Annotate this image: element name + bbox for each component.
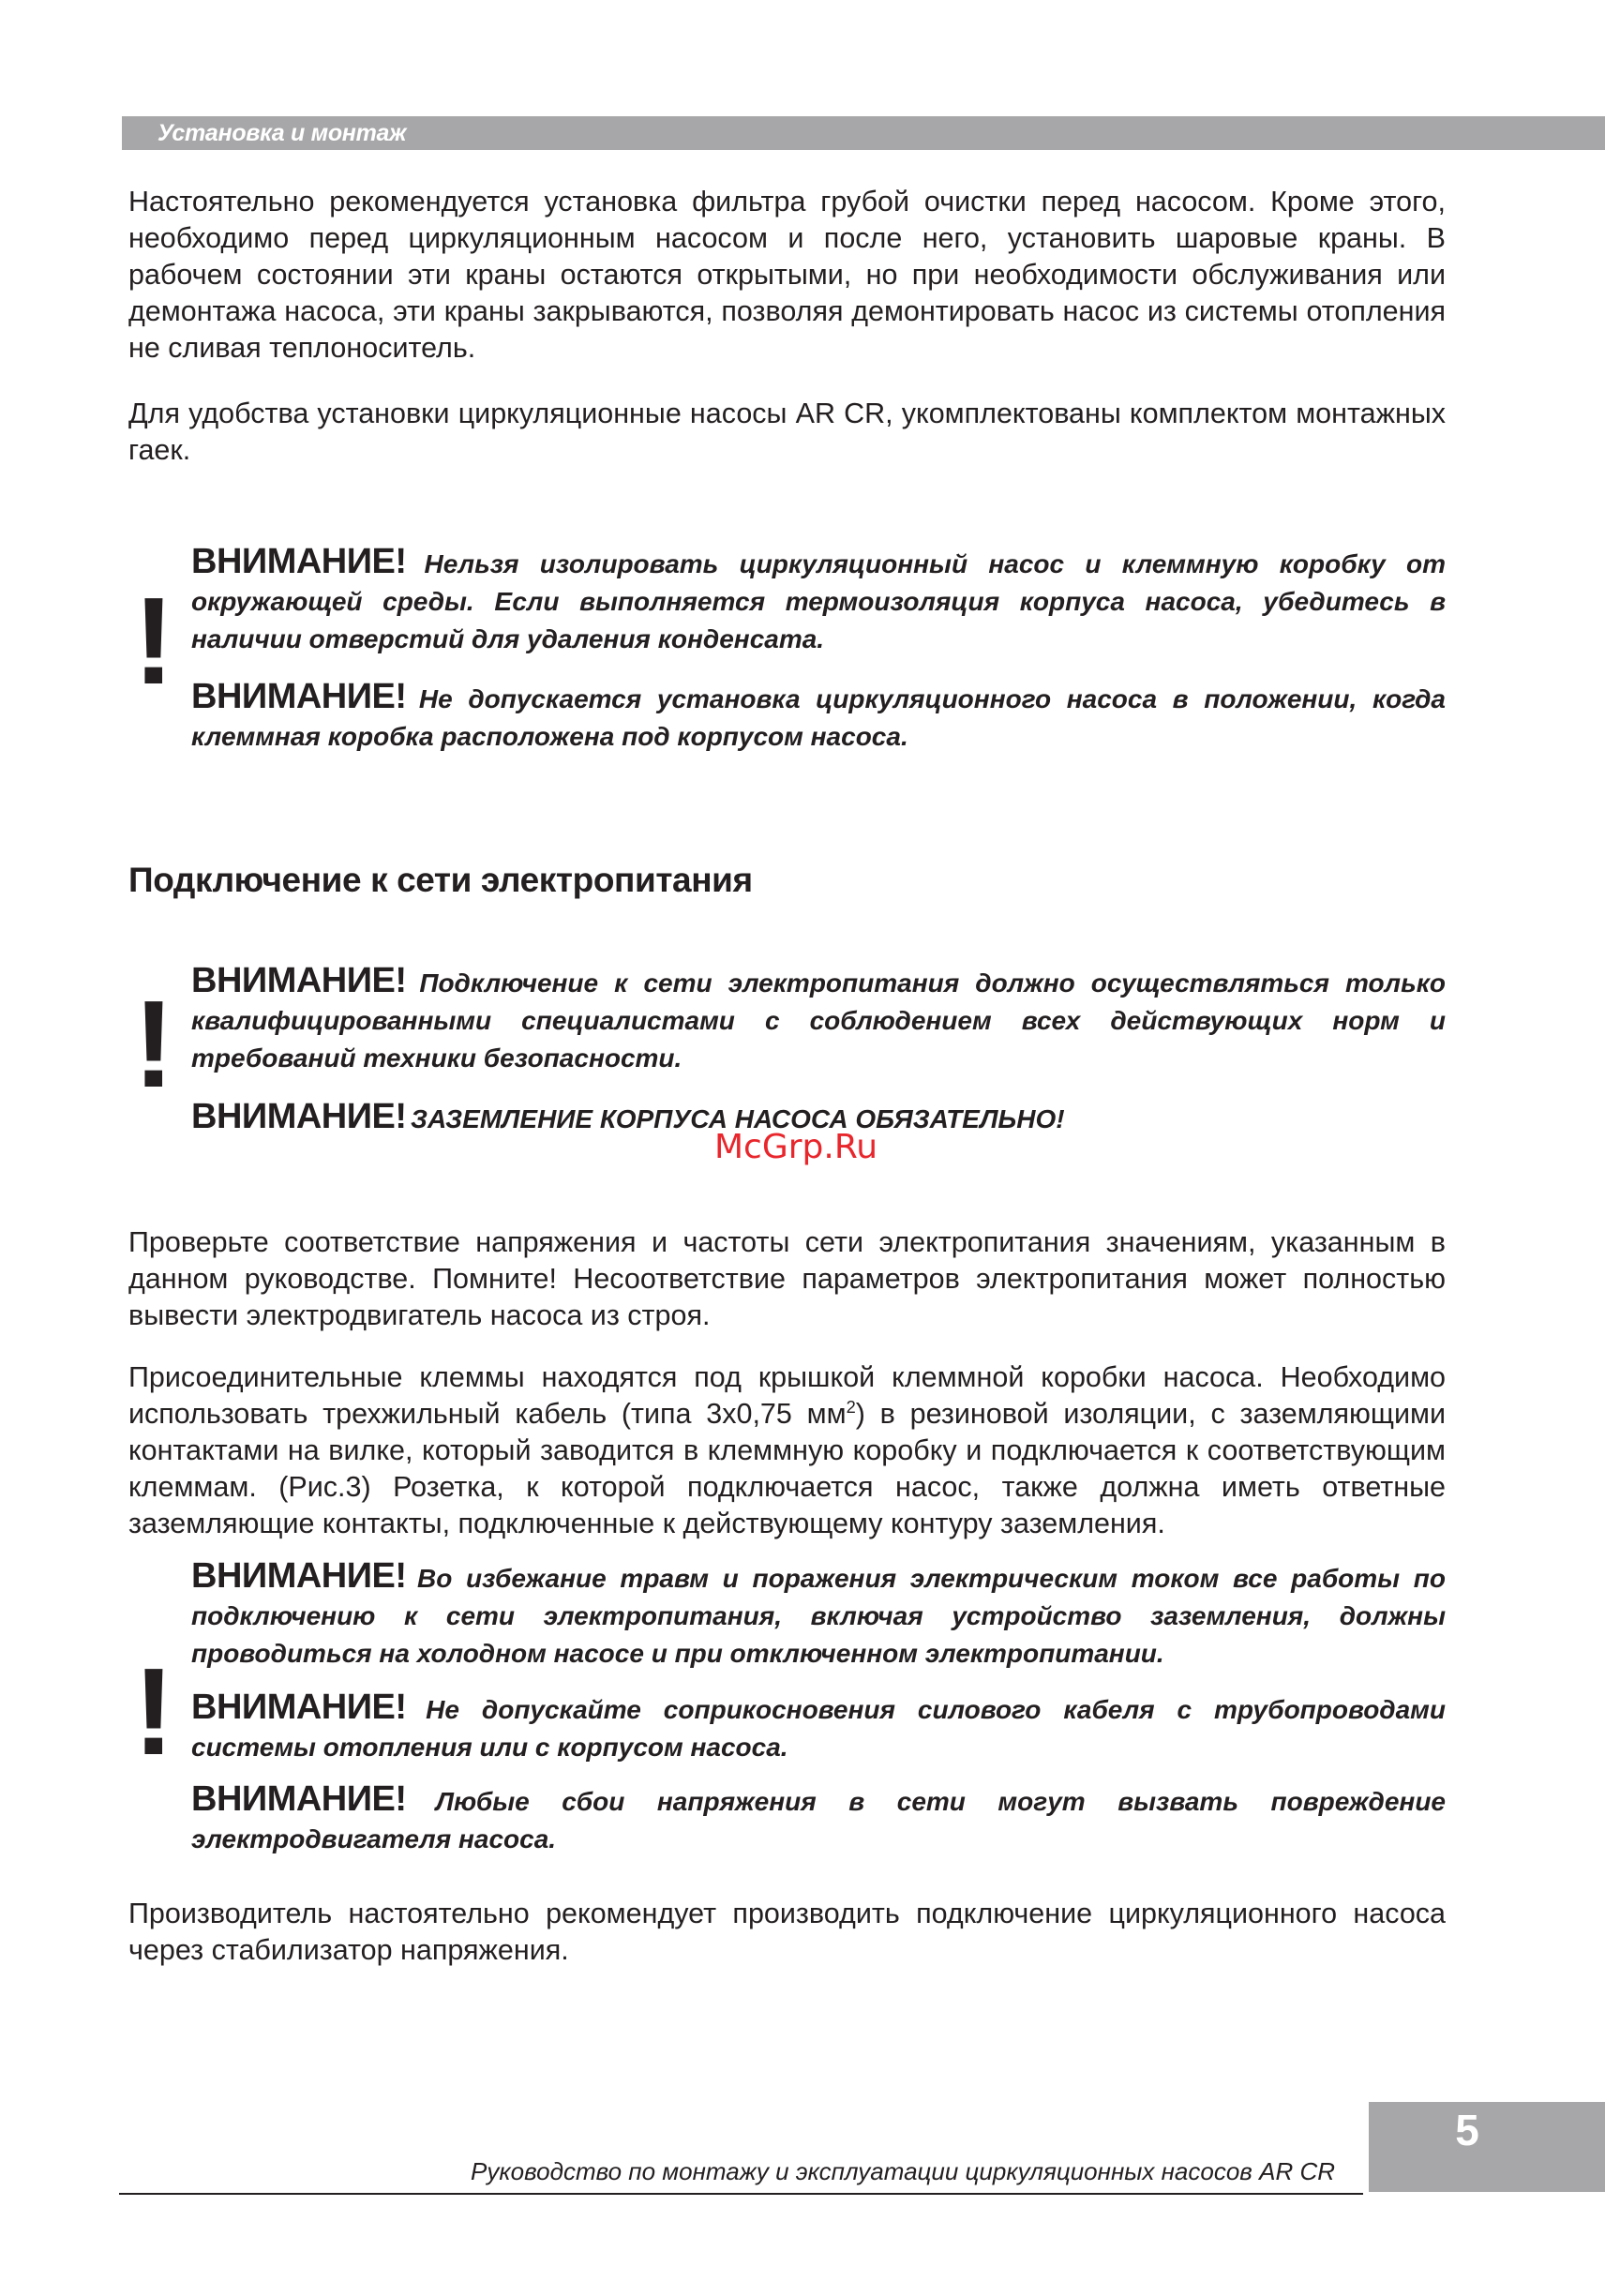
footer-divider xyxy=(119,2193,1363,2195)
warning-qualified-staff xyxy=(191,961,1446,1077)
paragraph-filter-valves: Настоятельно рекомендуется установка фильтра грубой очистки перед насосом. Кроме этого, необходимо перед циркуляционным насосом и после него, установить шаровые краны. В рабочем состоянии эти краны остаются открытыми, но при необходимости обслуживания или демонтажа насоса, эти краны закрываются, позволяя демонтировать насос из системы отопления не сливая теплоноситель. xyxy=(128,186,1446,364)
footer-manual-title: Руководство по монтажу и эксплуатации циркуляционных насосов AR CR xyxy=(471,2157,1335,2185)
warning-label: ВНИМАНИЕ! xyxy=(191,1097,407,1136)
section-header-bar xyxy=(122,116,1605,150)
warning-text: Не допускается установка циркуляционного насоса в положении, когда клеммная коробка расположена под корпусом насоса. xyxy=(191,684,1446,751)
paragraph-stabilizer: Производитель настоятельно рекомендует производить подключение циркуляционного насоса через стабилизатор напряжения. xyxy=(128,1898,1446,1966)
paragraph-voltage-check: Проверьте соответствие напряжения и частоты сети электропитания значениям, указанным в данном руководстве. Помните! Несоответствие параметров электропитания может полностью вывести электродвигатель насоса из строя. xyxy=(128,1226,1446,1331)
warning-orientation xyxy=(191,677,1446,756)
paragraph-terminals: Присоединительные клеммы находятся под крышкой клеммной коробки насоса. Необходимо использовать трехжильный кабель (типа 3х0,75 $мм^2$) в резиновой изоляции, с заземляющими контактами на вилке, который заводится в клеммную коробку и подключается к соответствующим клеммам. (Рис.3) Розетка, к которой подключается насос, также должна иметь ответные заземляющие контакты, подключенные к действующему контуру заземления. xyxy=(128,1361,1446,1539)
warning-exclamation-icon: ! xyxy=(133,975,174,1113)
warning-exclamation-icon: ! xyxy=(133,572,174,710)
warning-cold-pump xyxy=(191,1556,1446,1673)
page-number: 5 xyxy=(1455,2106,1479,2154)
warning-label: ВНИМАНИЕ! xyxy=(191,961,407,1000)
warning-cable-contact xyxy=(191,1688,1446,1766)
warning-label: ВНИМАНИЕ! xyxy=(191,1779,407,1819)
page-number-box xyxy=(1369,2102,1605,2192)
warning-voltage-failures xyxy=(191,1779,1446,1858)
warning-label: ВНИМАНИЕ! xyxy=(191,1556,407,1596)
watermark: McGrp.Ru xyxy=(714,1128,878,1166)
warning-text: Во избежание травм и поражения электрическим током все работы по подключению к сети электропитания, включая устройство заземления, должны проводиться на холодном насосе и при отключенном электропитании. xyxy=(191,1564,1447,1668)
section-title: Установка и монтаж xyxy=(158,120,407,146)
warning-label: ВНИМАНИЕ! xyxy=(191,542,407,581)
warning-text: Любые сбои напряжения в сети могут вызвать повреждение электродвигателя насоса. xyxy=(191,1787,1447,1853)
warning-text: Не допускайте соприкосновения силового кабеля с трубопроводами системы отопления или с корпусом насоса. xyxy=(191,1695,1446,1762)
warning-text: ЗАЗЕМЛЕНИЕ КОРПУСА НАСОСА ОБЯЗАТЕЛЬНО! xyxy=(411,1104,1065,1133)
warning-label: ВНИМАНИЕ! xyxy=(191,1688,407,1727)
section-heading-power: Подключение к сети электропитания xyxy=(128,861,753,899)
warning-text: Нельзя изолировать циркуляционный насос и клеммную коробку от окружающей среды. Если выполняется термоизоляция корпуса насоса, убедитесь в наличии отверстий для удаления конденсата. xyxy=(191,549,1446,653)
warning-text: Подключение к сети электропитания должно осуществляться только квалифицированными специалистами с соблюдением всех действующих норм и требований техники безопасности. xyxy=(191,968,1446,1073)
paragraph-mounting-nuts: Для удобства установки циркуляционные насосы AR CR, укомплектованы комплектом монтажных гаек. xyxy=(128,398,1446,466)
warning-exclamation-icon: ! xyxy=(133,1643,174,1780)
warning-insulation xyxy=(191,542,1446,658)
warning-label: ВНИМАНИЕ! xyxy=(191,677,407,716)
